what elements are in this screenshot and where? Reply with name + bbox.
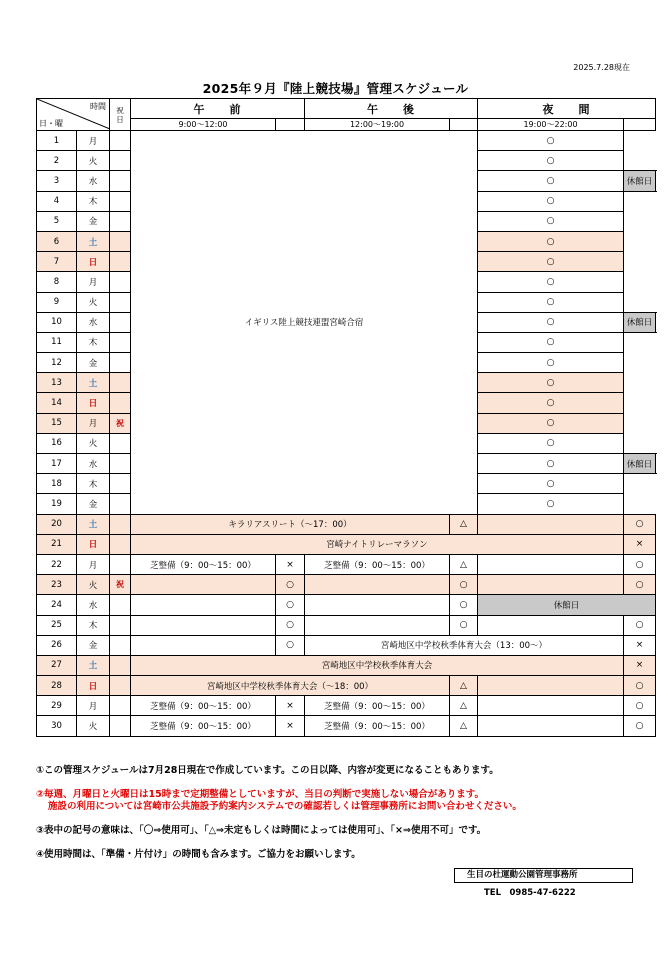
am-cell [131, 635, 276, 655]
pm-cell [305, 595, 450, 615]
turf-am: 芝整備（9：00～15：00） [131, 696, 276, 716]
day-number: 20 [37, 514, 77, 534]
header-holiday-label: 祝日 [116, 105, 124, 124]
holiday-mark: 祝 [110, 413, 131, 433]
pm-symbol: △ [450, 676, 478, 696]
am-cell [131, 615, 276, 635]
pm-symbol: △ [450, 716, 478, 736]
holiday-mark [110, 131, 131, 151]
holiday-mark: 祝 [110, 575, 131, 595]
closed-label: 休館日 [624, 171, 656, 191]
night-symbol: ○ [624, 676, 656, 696]
day-number: 27 [37, 655, 77, 675]
am-symbol: ○ [276, 615, 305, 635]
day-number: 28 [37, 676, 77, 696]
holiday-mark [110, 615, 131, 635]
night-symbol: ○ [478, 151, 624, 171]
table-row [37, 514, 656, 534]
weekday: 金 [77, 635, 110, 655]
weekday: 木 [77, 615, 110, 635]
day-number: 26 [37, 635, 77, 655]
night-symbol: ○ [478, 252, 624, 272]
day-number: 22 [37, 554, 77, 574]
holiday-mark [110, 292, 131, 312]
header-hours-pm: 12:00～19:00 [305, 119, 450, 131]
holiday-mark [110, 433, 131, 453]
weekday: 水 [77, 454, 110, 474]
night-symbol: ○ [478, 393, 624, 413]
turf-pm: 芝整備（9：00～15：00） [305, 554, 450, 574]
weekday: 月 [77, 131, 110, 151]
holiday-mark [110, 312, 131, 332]
holiday-mark [110, 353, 131, 373]
day-number: 8 [37, 272, 77, 292]
holiday-mark [110, 655, 131, 675]
night-cell [478, 514, 624, 534]
am-cell [131, 575, 276, 595]
table-row [37, 554, 656, 574]
weekday: 金 [77, 494, 110, 514]
am-symbol: × [276, 716, 305, 736]
schedule-table [36, 98, 656, 737]
weekday: 月 [77, 554, 110, 574]
night-symbol: ○ [624, 514, 656, 534]
school-event: 宮崎地区中学校秋季体育大会 [131, 655, 624, 675]
holiday-mark [110, 696, 131, 716]
holiday-mark [110, 454, 131, 474]
weekday: 月 [77, 413, 110, 433]
table-row [37, 595, 656, 615]
night-cell [478, 615, 624, 635]
date-note: 2025.7.28現在 [573, 63, 630, 72]
am-symbol: ○ [276, 635, 305, 655]
holiday-mark [110, 676, 131, 696]
pm-cell [305, 575, 450, 595]
weekday: 木 [77, 474, 110, 494]
day-number: 11 [37, 332, 77, 352]
weekday: 月 [77, 272, 110, 292]
kiraria-event: キラリアスリート（～17：00） [131, 514, 450, 534]
table-row [37, 615, 656, 635]
holiday-mark [110, 494, 131, 514]
weekday: 日 [77, 676, 110, 696]
school-event: 宮崎地区中学校秋季体育大会（13：00～） [305, 635, 624, 655]
header-period-am: 午 前 [131, 99, 305, 119]
header-holiday [110, 99, 131, 131]
day-number: 6 [37, 231, 77, 251]
table-row [37, 131, 656, 151]
holiday-mark [110, 635, 131, 655]
day-number: 30 [37, 716, 77, 736]
night-symbol: ○ [478, 211, 624, 231]
office-info [454, 868, 633, 900]
weekday: 木 [77, 332, 110, 352]
night-symbol: ○ [478, 373, 624, 393]
night-symbol: ○ [478, 413, 624, 433]
night-cell [478, 676, 624, 696]
weekday: 火 [77, 575, 110, 595]
day-number: 15 [37, 413, 77, 433]
table-row [37, 716, 656, 736]
night-symbol: ○ [624, 575, 656, 595]
night-symbol: × [624, 655, 656, 675]
pm-cell [305, 615, 450, 635]
header-mark-am [276, 119, 305, 131]
night-symbol: ○ [624, 554, 656, 574]
header-mark-night [624, 119, 656, 131]
day-number: 14 [37, 393, 77, 413]
marathon-event: 宮崎ナイトリレーマラソン [131, 534, 624, 554]
turf-am: 芝整備（9：00～15：00） [131, 554, 276, 574]
header-period-night: 夜 間 [478, 99, 656, 119]
holiday-mark [110, 595, 131, 615]
weekday: 土 [77, 655, 110, 675]
weekday: 水 [77, 171, 110, 191]
holiday-mark [110, 332, 131, 352]
weekday: 水 [77, 312, 110, 332]
schedule-body [37, 131, 656, 737]
day-number: 12 [37, 353, 77, 373]
weekday: 土 [77, 373, 110, 393]
pm-symbol: ○ [478, 312, 624, 332]
night-symbol: ○ [478, 494, 624, 514]
header-hours-am: 9:00～12:00 [131, 119, 276, 131]
weekday: 日 [77, 252, 110, 272]
day-number: 3 [37, 171, 77, 191]
pm-symbol: ○ [450, 575, 478, 595]
holiday-mark [110, 191, 131, 211]
closed-label: 休館日 [624, 454, 656, 474]
holiday-mark [110, 554, 131, 574]
note-2a: ②毎週、月曜日と火曜日は15時まで定期整備としていますが、当日の判断で実施しない場合があります。 [36, 789, 485, 800]
weekday: 火 [77, 151, 110, 171]
day-number: 13 [37, 373, 77, 393]
night-cell [478, 575, 624, 595]
holiday-mark [110, 252, 131, 272]
night-symbol: ○ [478, 191, 624, 211]
day-number: 4 [37, 191, 77, 211]
am-symbol: ○ [276, 575, 305, 595]
night-cell [478, 696, 624, 716]
night-symbol: ○ [478, 332, 624, 352]
night-symbol: ○ [624, 615, 656, 635]
office-name: 生目の杜運動公園管理事務所 [454, 868, 633, 883]
holiday-mark [110, 211, 131, 231]
pm-symbol: △ [450, 514, 478, 534]
day-number: 19 [37, 494, 77, 514]
day-number: 1 [37, 131, 77, 151]
day-number: 25 [37, 615, 77, 635]
holiday-mark [110, 716, 131, 736]
pm-symbol: ○ [450, 595, 478, 615]
table-row [37, 676, 656, 696]
holiday-mark [110, 151, 131, 171]
day-number: 18 [37, 474, 77, 494]
day-number: 17 [37, 454, 77, 474]
night-symbol: ○ [478, 433, 624, 453]
day-number: 5 [37, 211, 77, 231]
am-symbol: × [276, 696, 305, 716]
holiday-mark [110, 474, 131, 494]
note-3: ③表中の記号の意味は、「〇⇒使用可」、「△⇒未定もしくは時間によっては使用可」、「×⇒使用不可」です。 [36, 825, 487, 836]
note-4: ④使用時間は、「準備・片付け」の時間も含みます。ご協力をお願いします。 [36, 849, 361, 860]
day-number: 24 [37, 595, 77, 615]
header-corner [37, 99, 110, 131]
holiday-mark [110, 171, 131, 191]
pm-symbol: ○ [478, 454, 624, 474]
night-symbol: ○ [478, 272, 624, 292]
holiday-mark [110, 514, 131, 534]
night-symbol: ○ [478, 474, 624, 494]
table-row [37, 635, 656, 655]
holiday-mark [110, 272, 131, 292]
night-symbol: × [624, 635, 656, 655]
am-symbol: × [276, 554, 305, 574]
closed-label: 休館日 [478, 595, 656, 615]
header-hours-night: 19:00～22:00 [478, 119, 624, 131]
night-symbol: ○ [478, 292, 624, 312]
table-row [37, 575, 656, 595]
day-number: 16 [37, 433, 77, 453]
day-number: 9 [37, 292, 77, 312]
weekday: 水 [77, 595, 110, 615]
note-1: ①この管理スケジュールは7月28日現在で作成しています。この日以降、内容が変更になることもあります。 [36, 765, 499, 776]
header-mark-pm [450, 119, 478, 131]
table-row [37, 655, 656, 675]
weekday: 金 [77, 211, 110, 231]
night-cell [478, 716, 624, 736]
holiday-mark [110, 534, 131, 554]
table-row [37, 534, 656, 554]
pm-symbol: △ [450, 696, 478, 716]
school-event: 宮崎地区中学校秋季体育大会（～18：00） [131, 676, 450, 696]
office-tel: TEL 0985-47-6222 [484, 888, 576, 898]
turf-pm: 芝整備（9：00～15：00） [305, 716, 450, 736]
weekday: 木 [77, 191, 110, 211]
header-time-label: 時間 [90, 102, 106, 111]
night-symbol: ○ [624, 716, 656, 736]
weekday: 土 [77, 231, 110, 251]
day-number: 29 [37, 696, 77, 716]
day-number: 2 [37, 151, 77, 171]
night-symbol: ○ [478, 131, 624, 151]
pm-symbol: ○ [450, 615, 478, 635]
holiday-mark [110, 231, 131, 251]
weekday: 日 [77, 393, 110, 413]
weekday: 日 [77, 534, 110, 554]
day-number: 21 [37, 534, 77, 554]
weekday: 火 [77, 716, 110, 736]
night-symbol: ○ [478, 353, 624, 373]
night-cell [478, 554, 624, 574]
pm-symbol: △ [450, 554, 478, 574]
am-symbol: ○ [276, 595, 305, 615]
am-cell [131, 595, 276, 615]
weekday: 火 [77, 292, 110, 312]
day-number: 10 [37, 312, 77, 332]
notes [36, 765, 636, 861]
page-title: 2025年９月『陸上競技場』管理スケジュール [202, 81, 469, 96]
weekday: 火 [77, 433, 110, 453]
holiday-mark [110, 373, 131, 393]
pm-symbol: ○ [478, 171, 624, 191]
table-row [37, 696, 656, 716]
turf-am: 芝整備（9：00～15：00） [131, 716, 276, 736]
header-day-label: 日・曜 [39, 119, 63, 128]
weekday: 土 [77, 514, 110, 534]
closed-label: 休館日 [624, 312, 656, 332]
night-symbol: × [624, 534, 656, 554]
turf-pm: 芝整備（9：00～15：00） [305, 696, 450, 716]
day-number: 7 [37, 252, 77, 272]
weekday: 金 [77, 353, 110, 373]
day-number: 23 [37, 575, 77, 595]
header-period-pm: 午 後 [305, 99, 478, 119]
night-symbol: ○ [478, 231, 624, 251]
weekday: 月 [77, 696, 110, 716]
night-symbol: ○ [624, 696, 656, 716]
note-2b: 施設の利用については宮崎市公共施設予約案内システムでの確認若しくは管理事務所にお問い合わせください。 [48, 801, 522, 812]
holiday-mark [110, 393, 131, 413]
camp-event: イギリス陸上競技連盟宮崎合宿 [131, 131, 478, 515]
